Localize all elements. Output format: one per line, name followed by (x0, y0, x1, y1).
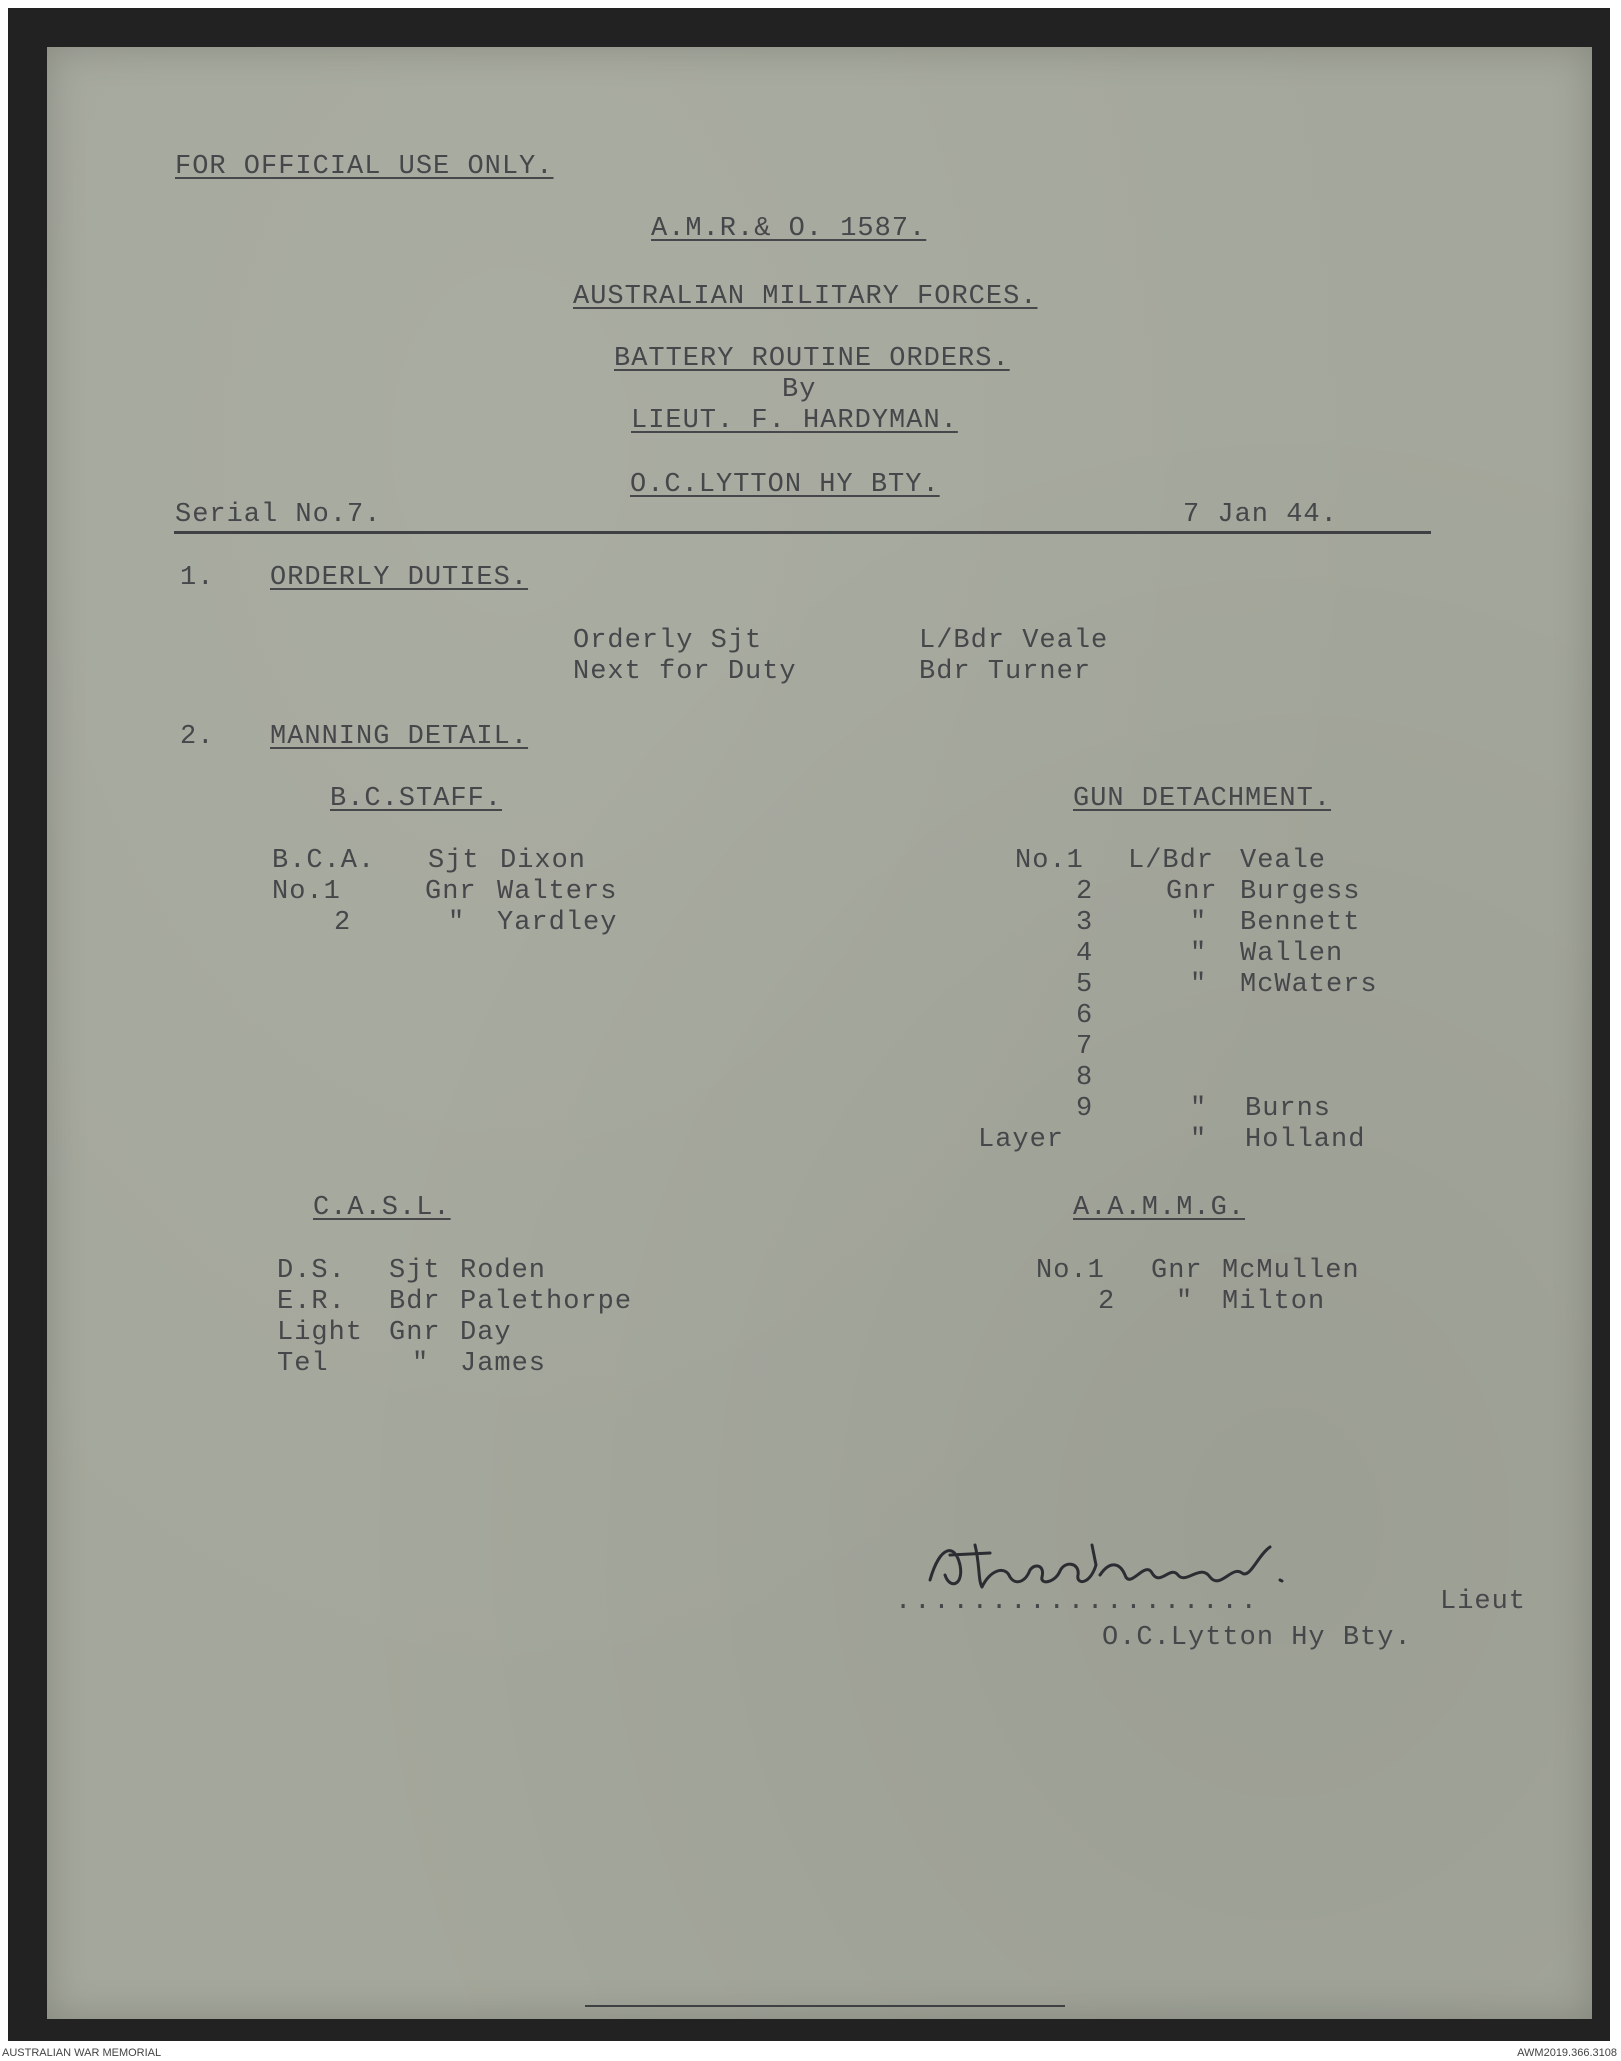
handwritten-signature (920, 1535, 1420, 1595)
casl-name: Roden (460, 1256, 547, 1286)
gun-pos: 7 (1076, 1032, 1094, 1062)
aammg-pos: No.1 (1036, 1256, 1105, 1286)
header-rule (174, 531, 1431, 534)
serial-number: Serial No.7. (175, 500, 382, 530)
bc-staff-name: Yardley (497, 908, 618, 938)
section1-heading: ORDERLY DUTIES. (270, 563, 529, 593)
gun-name: Bennett (1240, 908, 1361, 938)
gun-detachment-heading: GUN DETACHMENT. (1073, 784, 1332, 814)
casl-pos: E.R. (277, 1287, 346, 1317)
bc-staff-rank: " (448, 908, 466, 938)
by-line: By (782, 375, 817, 405)
casl-name: Day (460, 1318, 512, 1348)
casl-name: James (460, 1349, 547, 1379)
casl-pos: Tel (277, 1349, 329, 1379)
aammg-heading: A.A.M.M.G. (1073, 1193, 1246, 1223)
gun-name: Burns (1245, 1094, 1332, 1124)
bc-staff-rank: Sjt (428, 846, 480, 876)
casl-pos: Light (277, 1318, 364, 1348)
gun-name: Holland (1245, 1125, 1366, 1155)
aammg-rank: Gnr (1151, 1256, 1203, 1286)
section1-number: 1. (180, 563, 215, 593)
classification-line: FOR OFFICIAL USE ONLY. (175, 152, 554, 182)
document-date: 7 Jan 44. (1183, 500, 1338, 530)
footer-archive-name: AUSTRALIAN WAR MEMORIAL (2, 2047, 162, 2059)
signatory-appointment: O.C.Lytton Hy Bty. (1102, 1623, 1412, 1653)
gun-pos: 4 (1076, 939, 1094, 969)
gun-rank: L/Bdr (1128, 846, 1215, 876)
gun-pos: 6 (1076, 1001, 1094, 1031)
gun-name: Burgess (1240, 877, 1361, 907)
casl-rank: Sjt (389, 1256, 441, 1286)
section2-number: 2. (180, 722, 215, 752)
casl-heading: C.A.S.L. (313, 1193, 451, 1223)
gun-pos: 3 (1076, 908, 1094, 938)
bc-staff-pos: B.C.A. (272, 846, 376, 876)
casl-name: Palethorpe (460, 1287, 633, 1317)
casl-rank: Gnr (389, 1318, 441, 1348)
duty-role: Orderly Sjt (573, 626, 763, 656)
gun-rank: " (1190, 939, 1208, 969)
bc-staff-name: Walters (497, 877, 618, 907)
bc-staff-rank: Gnr (425, 877, 477, 907)
aammg-pos: 2 (1098, 1287, 1116, 1317)
gun-name: Veale (1240, 846, 1327, 876)
gun-pos: 5 (1076, 970, 1094, 1000)
bc-staff-pos: No.1 (272, 877, 341, 907)
unit-line: O.C.LYTTON HY BTY. (630, 470, 940, 500)
gun-pos: Layer (978, 1125, 1065, 1155)
footer-item-id: AWM2019.366.3108 (1517, 2047, 1617, 2059)
organisation-title: AUSTRALIAN MILITARY FORCES. (573, 282, 1038, 312)
gun-rank: " (1190, 1125, 1208, 1155)
aammg-name: McMullen (1222, 1256, 1360, 1286)
document-title: BATTERY ROUTINE ORDERS. (614, 344, 1010, 374)
bc-staff-pos: 2 (334, 908, 352, 938)
section2-heading: MANNING DETAIL. (270, 722, 529, 752)
casl-rank: " (412, 1349, 430, 1379)
gun-name: McWaters (1240, 970, 1378, 1000)
reference-number: A.M.R.& O. 1587. (651, 214, 927, 244)
gun-name: Wallen (1240, 939, 1344, 969)
gun-pos: 2 (1076, 877, 1094, 907)
aammg-rank: " (1176, 1287, 1194, 1317)
signatory-rank: Lieut (1440, 1587, 1527, 1617)
signature-dots: ................... (895, 1587, 1260, 1617)
issuer-line: LIEUT. F. HARDYMAN. (631, 406, 958, 436)
aammg-name: Milton (1222, 1287, 1326, 1317)
gun-pos: 9 (1076, 1094, 1094, 1124)
gun-rank: " (1190, 908, 1208, 938)
duty-name: L/Bdr Veale (919, 626, 1109, 656)
gun-rank: " (1190, 970, 1208, 1000)
document-page (47, 47, 1592, 2019)
duty-role: Next for Duty (573, 657, 797, 687)
casl-rank: Bdr (389, 1287, 441, 1317)
gun-pos: 8 (1076, 1063, 1094, 1093)
duty-name: Bdr Turner (919, 657, 1092, 687)
gun-pos: No.1 (1015, 846, 1084, 876)
gun-rank: Gnr (1166, 877, 1218, 907)
bc-staff-heading: B.C.STAFF. (330, 784, 503, 814)
casl-pos: D.S. (277, 1256, 346, 1286)
gun-rank: " (1190, 1094, 1208, 1124)
bc-staff-name: Dixon (500, 846, 587, 876)
closing-rule (585, 2005, 1065, 2007)
